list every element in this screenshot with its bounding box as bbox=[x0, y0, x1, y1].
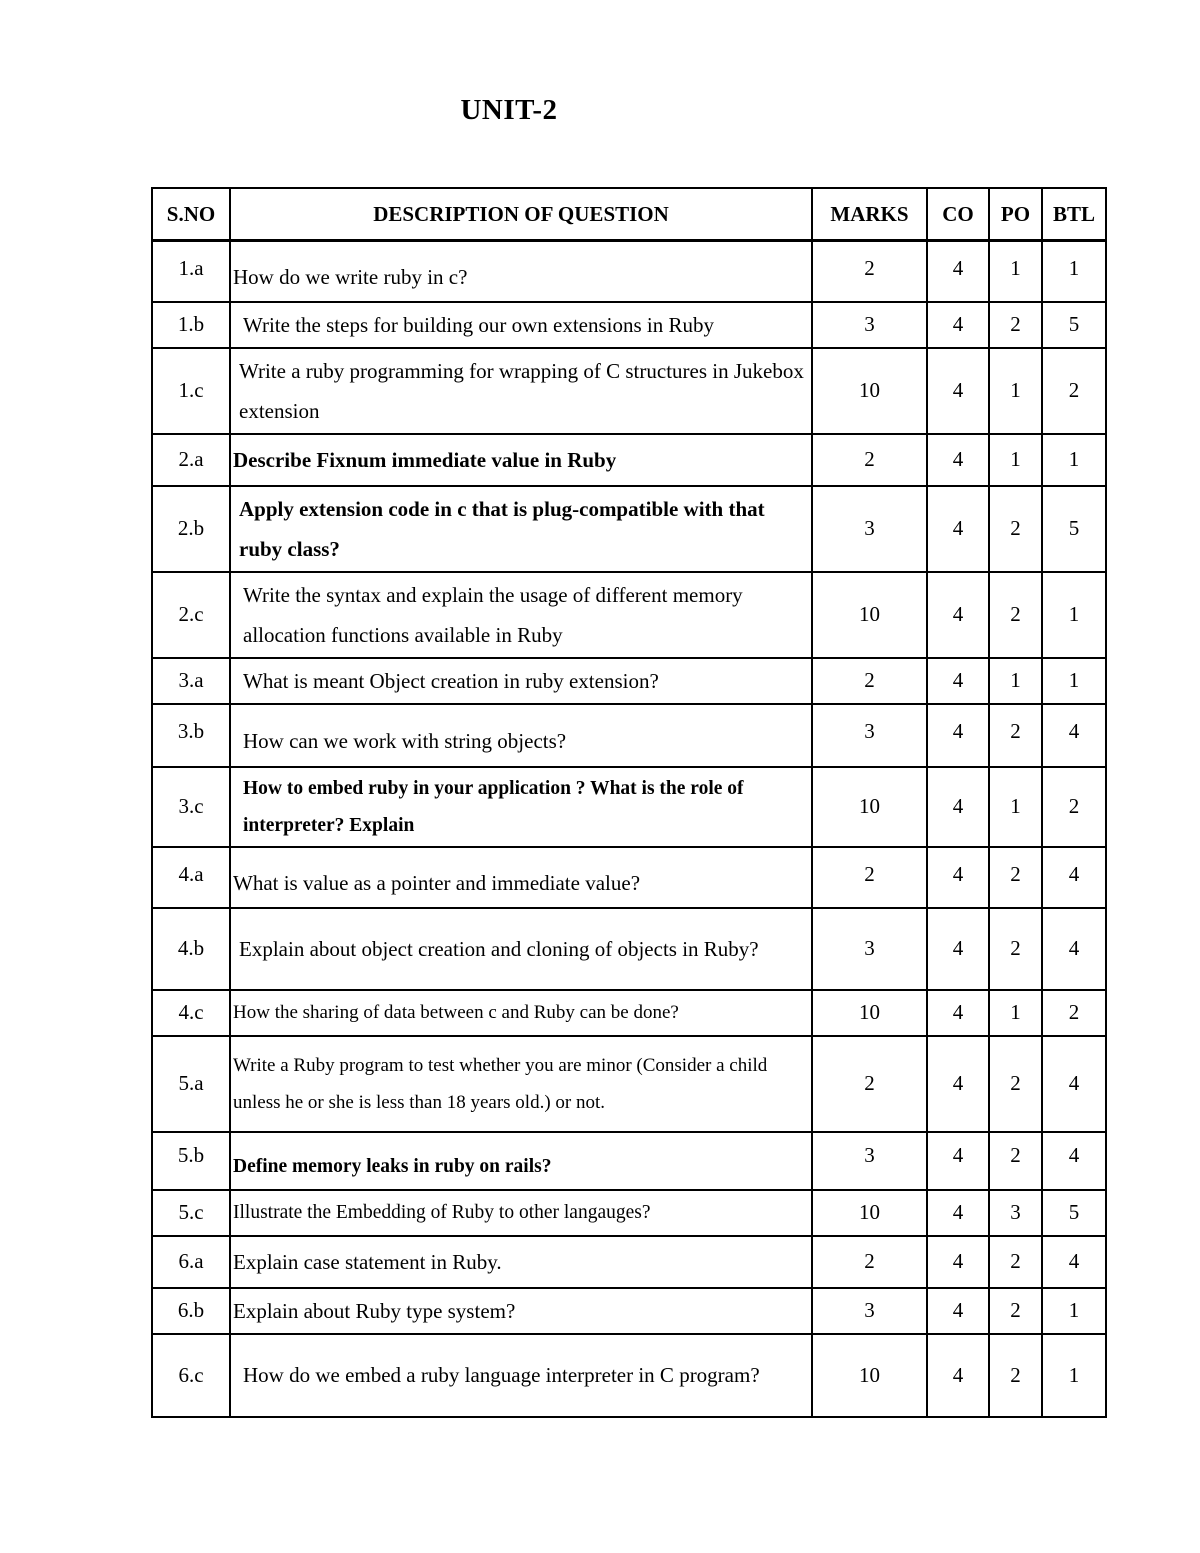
cell-po: 2 bbox=[989, 1036, 1042, 1132]
cell-co: 4 bbox=[927, 1036, 989, 1132]
cell-description: Describe Fixnum immediate value in Ruby bbox=[230, 434, 812, 486]
cell-sno: 4.b bbox=[152, 908, 230, 990]
cell-co: 4 bbox=[927, 658, 989, 704]
cell-po: 1 bbox=[989, 767, 1042, 847]
cell-marks: 3 bbox=[812, 1132, 927, 1190]
cell-btl: 4 bbox=[1042, 704, 1106, 767]
cell-description: Explain about Ruby type system? bbox=[230, 1288, 812, 1334]
cell-btl: 1 bbox=[1042, 434, 1106, 486]
cell-description: What is value as a pointer and immediate value? bbox=[230, 847, 812, 908]
cell-sno: 1.a bbox=[152, 241, 230, 302]
cell-description: Write the steps for building our own extensions in Ruby bbox=[230, 302, 812, 348]
cell-marks: 2 bbox=[812, 1236, 927, 1288]
cell-description: How do we embed a ruby language interpreter in C program? bbox=[230, 1334, 812, 1417]
table-row bbox=[152, 908, 1106, 990]
header-marks: MARKS bbox=[812, 188, 927, 241]
table-row bbox=[152, 1288, 1106, 1334]
cell-btl: 2 bbox=[1042, 767, 1106, 847]
cell-btl: 4 bbox=[1042, 1036, 1106, 1132]
cell-sno: 5.b bbox=[152, 1132, 230, 1190]
cell-marks: 3 bbox=[812, 908, 927, 990]
table-row bbox=[152, 990, 1106, 1036]
cell-description: What is meant Object creation in ruby extension? bbox=[230, 658, 812, 704]
cell-btl: 1 bbox=[1042, 572, 1106, 658]
cell-description: How to embed ruby in your application ? What is the role of interpreter? Explain bbox=[230, 767, 812, 847]
header-btl: BTL bbox=[1042, 188, 1106, 241]
table-row bbox=[152, 486, 1106, 572]
cell-co: 4 bbox=[927, 572, 989, 658]
cell-marks: 2 bbox=[812, 434, 927, 486]
table-row bbox=[152, 1132, 1106, 1190]
cell-po: 2 bbox=[989, 1236, 1042, 1288]
cell-co: 4 bbox=[927, 241, 989, 302]
cell-description: Write a Ruby program to test whether you are minor (Consider a child unless he or she is less than 18 years old.) or not. bbox=[230, 1036, 812, 1132]
cell-btl: 5 bbox=[1042, 486, 1106, 572]
cell-description: Define memory leaks in ruby on rails? bbox=[230, 1132, 812, 1190]
cell-sno: 2.c bbox=[152, 572, 230, 658]
table-header-row bbox=[152, 188, 1106, 241]
cell-sno: 4.a bbox=[152, 847, 230, 908]
cell-sno: 6.b bbox=[152, 1288, 230, 1334]
cell-sno: 6.a bbox=[152, 1236, 230, 1288]
cell-po: 2 bbox=[989, 1132, 1042, 1190]
cell-description: Write the syntax and explain the usage of different memory allocation functions available in Ruby bbox=[230, 572, 812, 658]
cell-btl: 1 bbox=[1042, 241, 1106, 302]
cell-po: 1 bbox=[989, 434, 1042, 486]
cell-btl: 4 bbox=[1042, 908, 1106, 990]
cell-marks: 3 bbox=[812, 302, 927, 348]
cell-co: 4 bbox=[927, 908, 989, 990]
table-row bbox=[152, 302, 1106, 348]
cell-sno: 2.a bbox=[152, 434, 230, 486]
cell-co: 4 bbox=[927, 704, 989, 767]
cell-btl: 2 bbox=[1042, 348, 1106, 434]
cell-btl: 1 bbox=[1042, 658, 1106, 704]
header-po: PO bbox=[989, 188, 1042, 241]
cell-marks: 2 bbox=[812, 241, 927, 302]
cell-co: 4 bbox=[927, 990, 989, 1036]
cell-marks: 10 bbox=[812, 990, 927, 1036]
cell-marks: 3 bbox=[812, 486, 927, 572]
cell-marks: 10 bbox=[812, 572, 927, 658]
cell-po: 2 bbox=[989, 1334, 1042, 1417]
cell-po: 2 bbox=[989, 572, 1042, 658]
header-description: DESCRIPTION OF QUESTION bbox=[230, 188, 812, 241]
cell-marks: 10 bbox=[812, 1334, 927, 1417]
page-title: UNIT-2 bbox=[460, 94, 558, 126]
cell-co: 4 bbox=[927, 348, 989, 434]
table-row bbox=[152, 348, 1106, 434]
cell-marks: 10 bbox=[812, 1190, 927, 1236]
cell-sno: 3.b bbox=[152, 704, 230, 767]
cell-po: 2 bbox=[989, 302, 1042, 348]
header-sno: S.NO bbox=[152, 188, 230, 241]
cell-po: 3 bbox=[989, 1190, 1042, 1236]
table-row bbox=[152, 241, 1106, 302]
table-row bbox=[152, 1036, 1106, 1132]
cell-description: Apply extension code in c that is plug-compatible with that ruby class? bbox=[230, 486, 812, 572]
cell-marks: 2 bbox=[812, 1036, 927, 1132]
cell-po: 1 bbox=[989, 348, 1042, 434]
cell-btl: 4 bbox=[1042, 1132, 1106, 1190]
table-row bbox=[152, 1334, 1106, 1417]
cell-co: 4 bbox=[927, 767, 989, 847]
cell-sno: 5.a bbox=[152, 1036, 230, 1132]
cell-sno: 2.b bbox=[152, 486, 230, 572]
table-row bbox=[152, 847, 1106, 908]
cell-po: 2 bbox=[989, 704, 1042, 767]
cell-po: 2 bbox=[989, 847, 1042, 908]
cell-co: 4 bbox=[927, 302, 989, 348]
cell-description: Explain about object creation and cloning of objects in Ruby? bbox=[230, 908, 812, 990]
table-row bbox=[152, 658, 1106, 704]
cell-marks: 3 bbox=[812, 1288, 927, 1334]
cell-marks: 10 bbox=[812, 767, 927, 847]
table-row bbox=[152, 434, 1106, 486]
cell-description: How can we work with string objects? bbox=[230, 704, 812, 767]
cell-po: 1 bbox=[989, 990, 1042, 1036]
cell-sno: 1.c bbox=[152, 348, 230, 434]
cell-btl: 1 bbox=[1042, 1288, 1106, 1334]
cell-po: 2 bbox=[989, 1288, 1042, 1334]
table-row bbox=[152, 704, 1106, 767]
cell-po: 1 bbox=[989, 658, 1042, 704]
cell-sno: 4.c bbox=[152, 990, 230, 1036]
cell-co: 4 bbox=[927, 1334, 989, 1417]
table-row bbox=[152, 1190, 1106, 1236]
cell-sno: 3.c bbox=[152, 767, 230, 847]
cell-btl: 1 bbox=[1042, 1334, 1106, 1417]
cell-sno: 3.a bbox=[152, 658, 230, 704]
cell-marks: 10 bbox=[812, 348, 927, 434]
cell-marks: 2 bbox=[812, 658, 927, 704]
cell-po: 2 bbox=[989, 486, 1042, 572]
cell-btl: 2 bbox=[1042, 990, 1106, 1036]
cell-description: How do we write ruby in c? bbox=[230, 241, 812, 302]
cell-btl: 5 bbox=[1042, 302, 1106, 348]
table-row bbox=[152, 572, 1106, 658]
table-row bbox=[152, 767, 1106, 847]
cell-po: 1 bbox=[989, 241, 1042, 302]
cell-btl: 4 bbox=[1042, 847, 1106, 908]
question-table bbox=[151, 187, 1107, 1418]
cell-co: 4 bbox=[927, 486, 989, 572]
cell-marks: 2 bbox=[812, 847, 927, 908]
cell-sno: 1.b bbox=[152, 302, 230, 348]
cell-description: How the sharing of data between c and Ruby can be done? bbox=[230, 990, 812, 1036]
cell-sno: 5.c bbox=[152, 1190, 230, 1236]
cell-po: 2 bbox=[989, 908, 1042, 990]
header-co: CO bbox=[927, 188, 989, 241]
cell-btl: 4 bbox=[1042, 1236, 1106, 1288]
cell-description: Illustrate the Embedding of Ruby to other langauges? bbox=[230, 1190, 812, 1236]
cell-co: 4 bbox=[927, 1288, 989, 1334]
cell-co: 4 bbox=[927, 1132, 989, 1190]
cell-btl: 5 bbox=[1042, 1190, 1106, 1236]
cell-sno: 6.c bbox=[152, 1334, 230, 1417]
cell-description: Explain case statement in Ruby. bbox=[230, 1236, 812, 1288]
cell-marks: 3 bbox=[812, 704, 927, 767]
cell-co: 4 bbox=[927, 1190, 989, 1236]
cell-co: 4 bbox=[927, 847, 989, 908]
cell-description: Write a ruby programming for wrapping of C structures in Jukebox extension bbox=[230, 348, 812, 434]
cell-co: 4 bbox=[927, 434, 989, 486]
table-row bbox=[152, 1236, 1106, 1288]
cell-co: 4 bbox=[927, 1236, 989, 1288]
